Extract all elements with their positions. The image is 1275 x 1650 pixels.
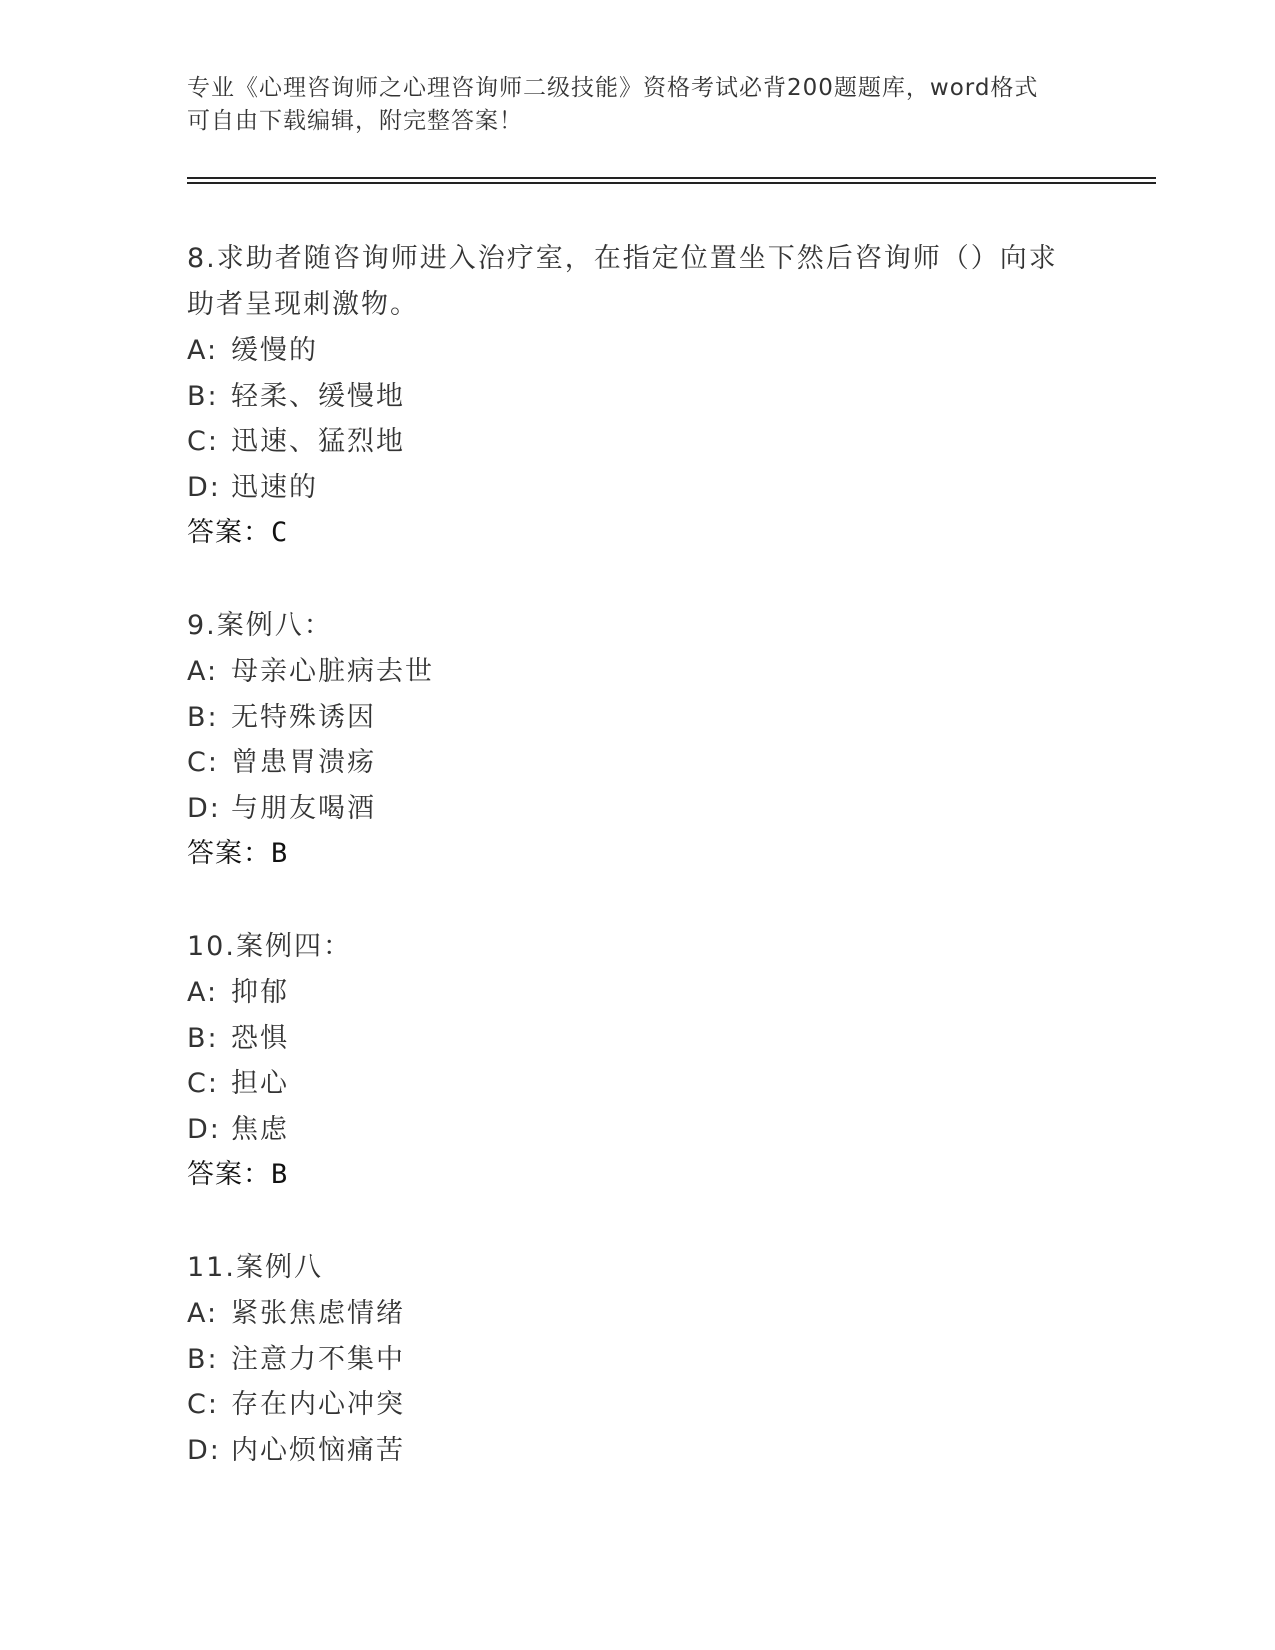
option-text: 恐惧 — [231, 1022, 289, 1054]
question-item — [187, 603, 1087, 877]
option-text: 注意力不集中 — [231, 1343, 405, 1375]
question-item — [187, 924, 1087, 1198]
option-key: D: — [187, 1113, 221, 1145]
option-key: B: — [187, 701, 219, 733]
option-d — [187, 1107, 1087, 1153]
option-text: 迅速、猛烈地 — [231, 426, 405, 457]
header-line-2: 可自由下载编辑，附完整答案！ — [187, 108, 523, 134]
option-key: D: — [187, 1434, 221, 1466]
option-text: 母亲心脏病去世 — [231, 656, 434, 687]
option-text: 担心 — [231, 1068, 289, 1099]
option-key: A: — [187, 1298, 219, 1329]
option-key: C: — [187, 1389, 219, 1420]
option-d — [187, 786, 1087, 832]
option-c — [187, 1061, 1087, 1107]
option-a — [187, 1291, 1087, 1337]
answer-label: 答案： — [187, 838, 271, 869]
option-key: A: — [187, 335, 219, 366]
option-key: C: — [187, 747, 219, 778]
question-stem — [187, 603, 1087, 649]
option-key: A: — [187, 977, 219, 1008]
answer-value: C — [271, 517, 289, 548]
option-a — [187, 328, 1087, 374]
answer-line — [187, 831, 1087, 877]
question-item — [187, 236, 1087, 556]
option-text: 缓慢的 — [231, 335, 318, 366]
header-divider-bottom — [187, 182, 1156, 184]
option-d — [187, 1428, 1087, 1474]
answer-label: 答案： — [187, 1159, 271, 1190]
option-key: D: — [187, 471, 221, 503]
answer-value: B — [271, 838, 289, 869]
option-a — [187, 970, 1087, 1016]
answer-value: B — [271, 1159, 289, 1190]
option-c — [187, 1382, 1087, 1428]
question-stem-line: 11.案例八 — [187, 1252, 323, 1283]
option-text: 存在内心冲突 — [231, 1389, 405, 1420]
question-stem — [187, 236, 1087, 328]
option-text: 抑郁 — [231, 977, 289, 1008]
option-key: B: — [187, 380, 219, 412]
question-stem — [187, 1245, 1087, 1291]
option-key: D: — [187, 792, 221, 824]
option-key: A: — [187, 656, 219, 687]
option-text: 紧张焦虑情绪 — [231, 1298, 405, 1329]
answer-line — [187, 510, 1087, 556]
option-text: 轻柔、缓慢地 — [231, 380, 405, 412]
document-header — [187, 72, 1087, 138]
question-stem-line: 10.案例四： — [187, 931, 352, 962]
option-text: 无特殊诱因 — [231, 701, 376, 733]
option-b — [187, 374, 1087, 420]
option-text: 迅速的 — [231, 471, 318, 503]
option-key: B: — [187, 1343, 219, 1375]
header-line-1: 专业《心理咨询师之心理咨询师二级技能》资格考试必背200题题库，word格式 — [187, 75, 1039, 101]
option-b — [187, 695, 1087, 741]
option-b — [187, 1337, 1087, 1383]
question-stem-line: 9.案例八： — [187, 610, 333, 641]
option-key: C: — [187, 426, 219, 457]
option-text: 与朋友喝酒 — [231, 792, 376, 824]
question-stem — [187, 924, 1087, 970]
question-stem-line: 助者呈现刺激物。 — [187, 289, 419, 320]
option-c — [187, 419, 1087, 465]
option-b — [187, 1016, 1087, 1062]
option-a — [187, 649, 1087, 695]
answer-line — [187, 1152, 1087, 1198]
option-d — [187, 465, 1087, 511]
option-c — [187, 740, 1087, 786]
question-item — [187, 1245, 1087, 1473]
question-list — [187, 236, 1087, 1520]
answer-label: 答案： — [187, 517, 271, 548]
option-text: 曾患胃溃疡 — [231, 747, 376, 778]
question-stem-line: 8.求助者随咨询师进入治疗室，在指定位置坐下然后咨询师（）向求 — [187, 243, 1058, 274]
option-text: 内心烦恼痛苦 — [231, 1434, 405, 1466]
option-key: B: — [187, 1022, 219, 1054]
option-key: C: — [187, 1068, 219, 1099]
option-text: 焦虑 — [231, 1113, 289, 1145]
header-divider-top — [187, 177, 1156, 179]
